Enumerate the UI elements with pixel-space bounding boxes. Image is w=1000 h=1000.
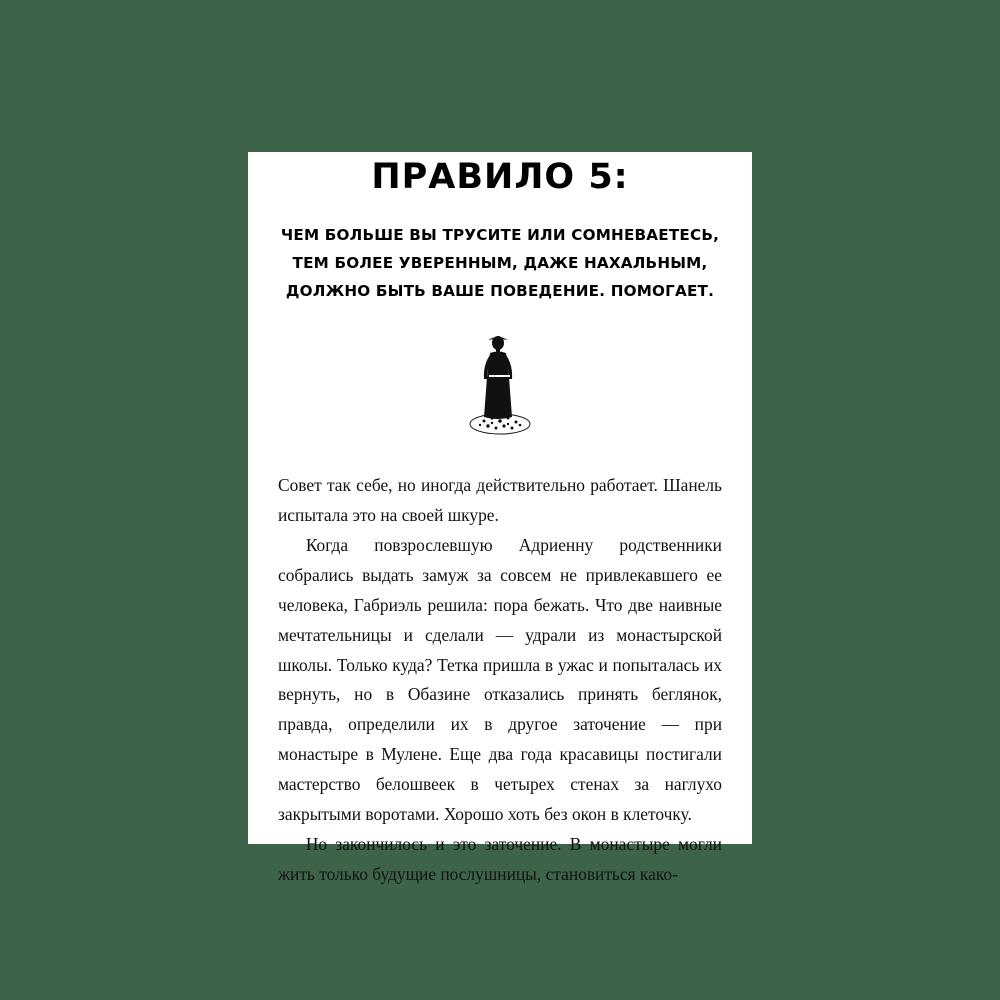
paragraph-3: Но закончилось и это заточение. В монастыре могли жить только будущие послушницы, становиться како- bbox=[278, 834, 722, 885]
body-text bbox=[278, 471, 722, 890]
page-title: ПРАВИЛО 5: bbox=[371, 157, 629, 197]
woman-in-black-dress-illustration bbox=[440, 331, 560, 441]
rule-subtitle-line-3: ДОЛЖНО БЫТЬ ВАШЕ ПОВЕДЕНИЕ. ПОМОГАЕТ. bbox=[285, 281, 715, 300]
rule-subtitle bbox=[280, 221, 720, 305]
rule-subtitle-line-2: ТЕМ БОЛЕЕ УВЕРЕННЫМ, ДАЖЕ НАХАЛЬНЫМ, bbox=[292, 253, 708, 272]
book-page bbox=[248, 152, 752, 885]
rule-subtitle-line-1: ЧЕМ БОЛЬШЕ ВЫ ТРУСИТЕ ИЛИ СОМНЕВАЕТЕСЬ, bbox=[280, 225, 720, 244]
paragraph-1: Совет так себе, но иногда действительно работает. Шанель испытала это на своей шкуре. bbox=[278, 474, 722, 525]
paragraph-2: Когда повзрослевшую Адриенну родственники собрались выдать замуж за совсем не привлекавшего ее человека, Габриэль решила: пора бежать. Что две наивные мечтательницы и сделали — удрали из монастырской школы. Только куда? Тетка пришла в ужас и попыталась их вернуть, но в Обазине отказались принять беглянок, правда, определили их в другое заточение — при монастыре в Мулене. Еще два года красавицы постигали мастерство белошвеек в четырех стенах за наглухо закрытыми воротами. Хорошо хоть без окон в клеточку. bbox=[278, 534, 722, 825]
